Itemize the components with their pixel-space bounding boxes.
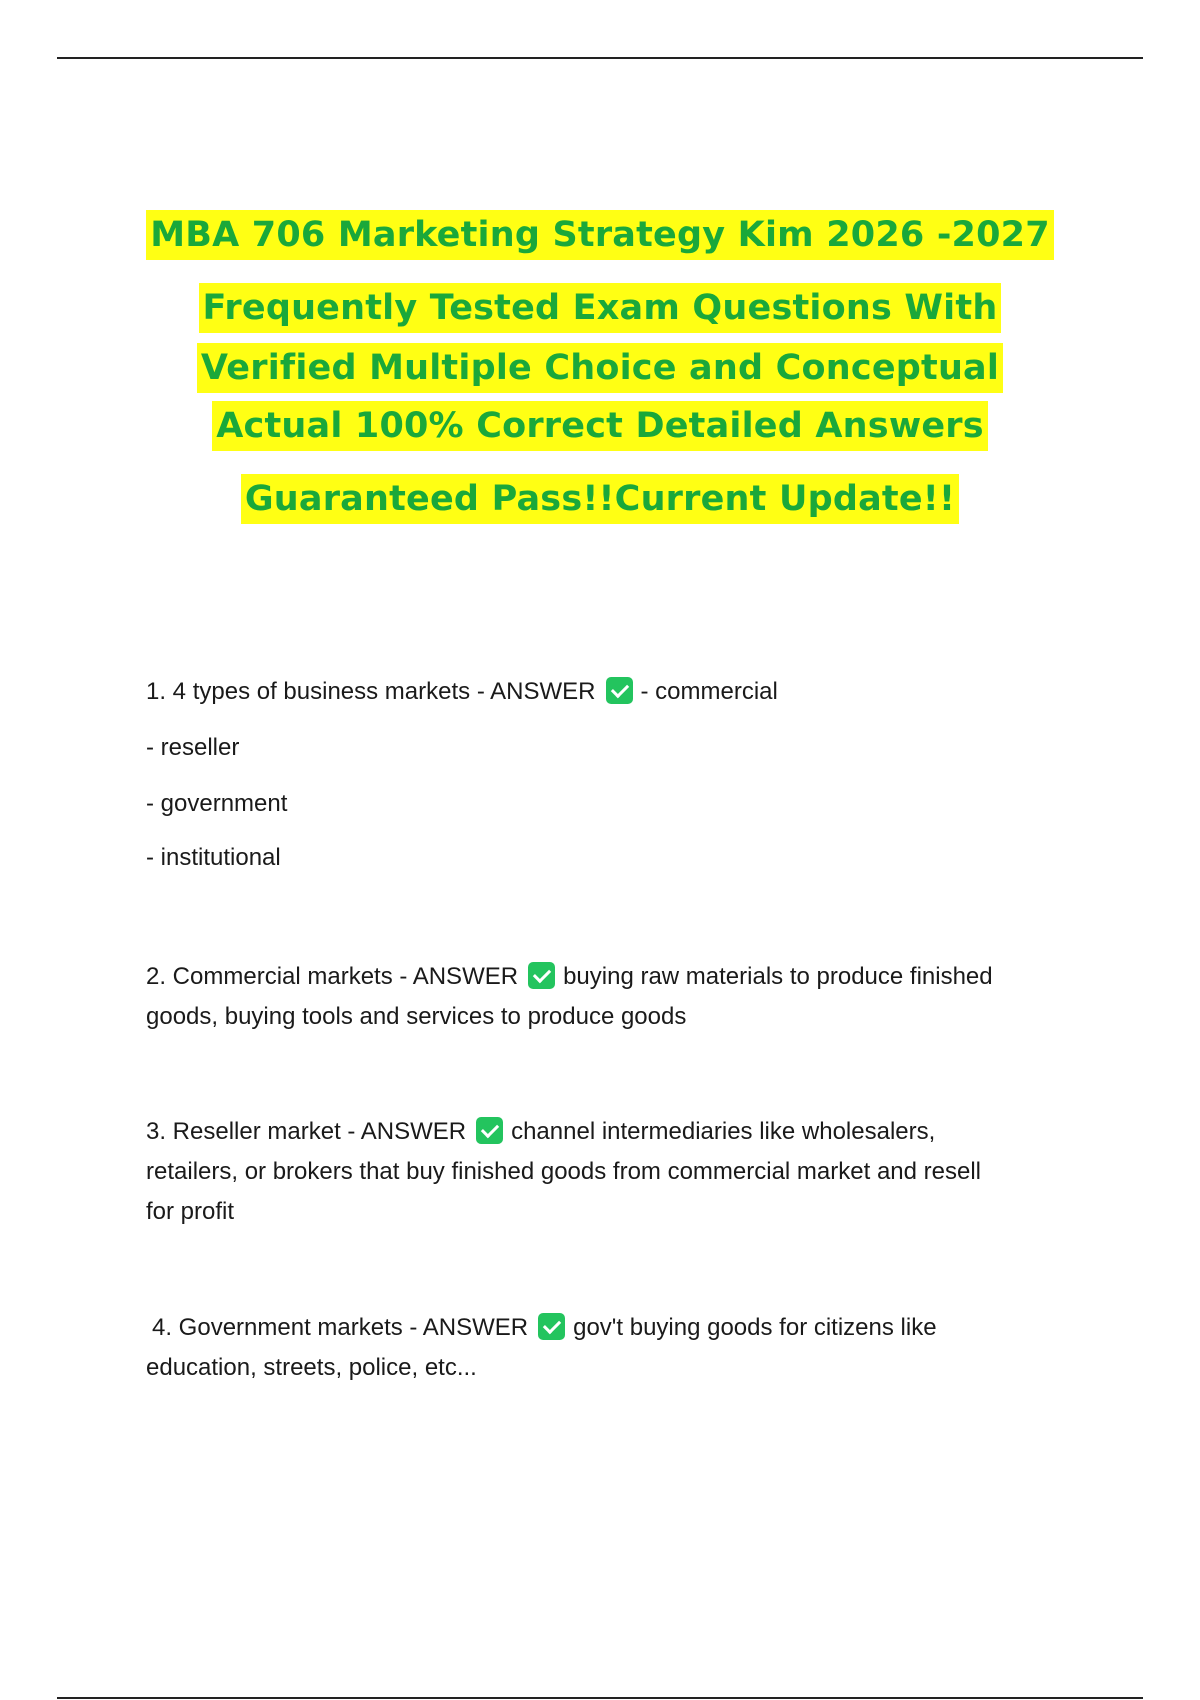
title-line-4: Actual 100% Correct Detailed Answers	[212, 401, 988, 451]
question-prompt: 1. 4 types of business markets - ANSWER	[146, 678, 596, 705]
question-prompt: 3. Reseller market - ANSWER	[146, 1118, 467, 1145]
question-item-3	[146, 1112, 1076, 1232]
answer-list-item: - reseller	[146, 734, 240, 761]
answer-text: goods, buying tools and services to produce goods	[146, 1003, 687, 1030]
question-prompt: 4. Government markets - ANSWER	[152, 1314, 529, 1341]
check-mark-icon	[476, 1117, 503, 1144]
check-mark-icon	[538, 1313, 565, 1340]
answer-list-item: - institutional	[146, 844, 281, 871]
question-item-1	[146, 672, 1076, 878]
document-title	[0, 210, 1200, 524]
answer-text: channel intermediaries like wholesalers,	[511, 1118, 936, 1145]
answer-text: buying raw materials to produce finished	[563, 963, 993, 990]
title-line-1: MBA 706 Marketing Strategy Kim 2026 -2027	[146, 210, 1054, 260]
check-mark-icon	[528, 962, 555, 989]
check-mark-icon	[606, 677, 633, 704]
answer-text: for profit	[146, 1198, 235, 1225]
title-line-3: Verified Multiple Choice and Conceptual	[197, 343, 1003, 393]
question-item-2	[146, 957, 1076, 1037]
title-line-2: Frequently Tested Exam Questions With	[199, 283, 1002, 333]
answer-text: retailers, or brokers that buy finished goods from commercial market and resell	[146, 1158, 982, 1185]
question-item-4	[146, 1308, 1082, 1388]
question-prompt: 2. Commercial markets - ANSWER	[146, 963, 519, 990]
answer-text: - commercial	[640, 678, 778, 705]
answer-text: gov't buying goods for citizens like	[573, 1314, 937, 1341]
bottom-divider	[57, 1697, 1143, 1699]
title-line-5: Guaranteed Pass!!Current Update!!	[241, 474, 959, 524]
answer-list-item: - government	[146, 790, 288, 817]
top-divider	[57, 57, 1143, 59]
answer-text: education, streets, police, etc...	[146, 1354, 477, 1381]
